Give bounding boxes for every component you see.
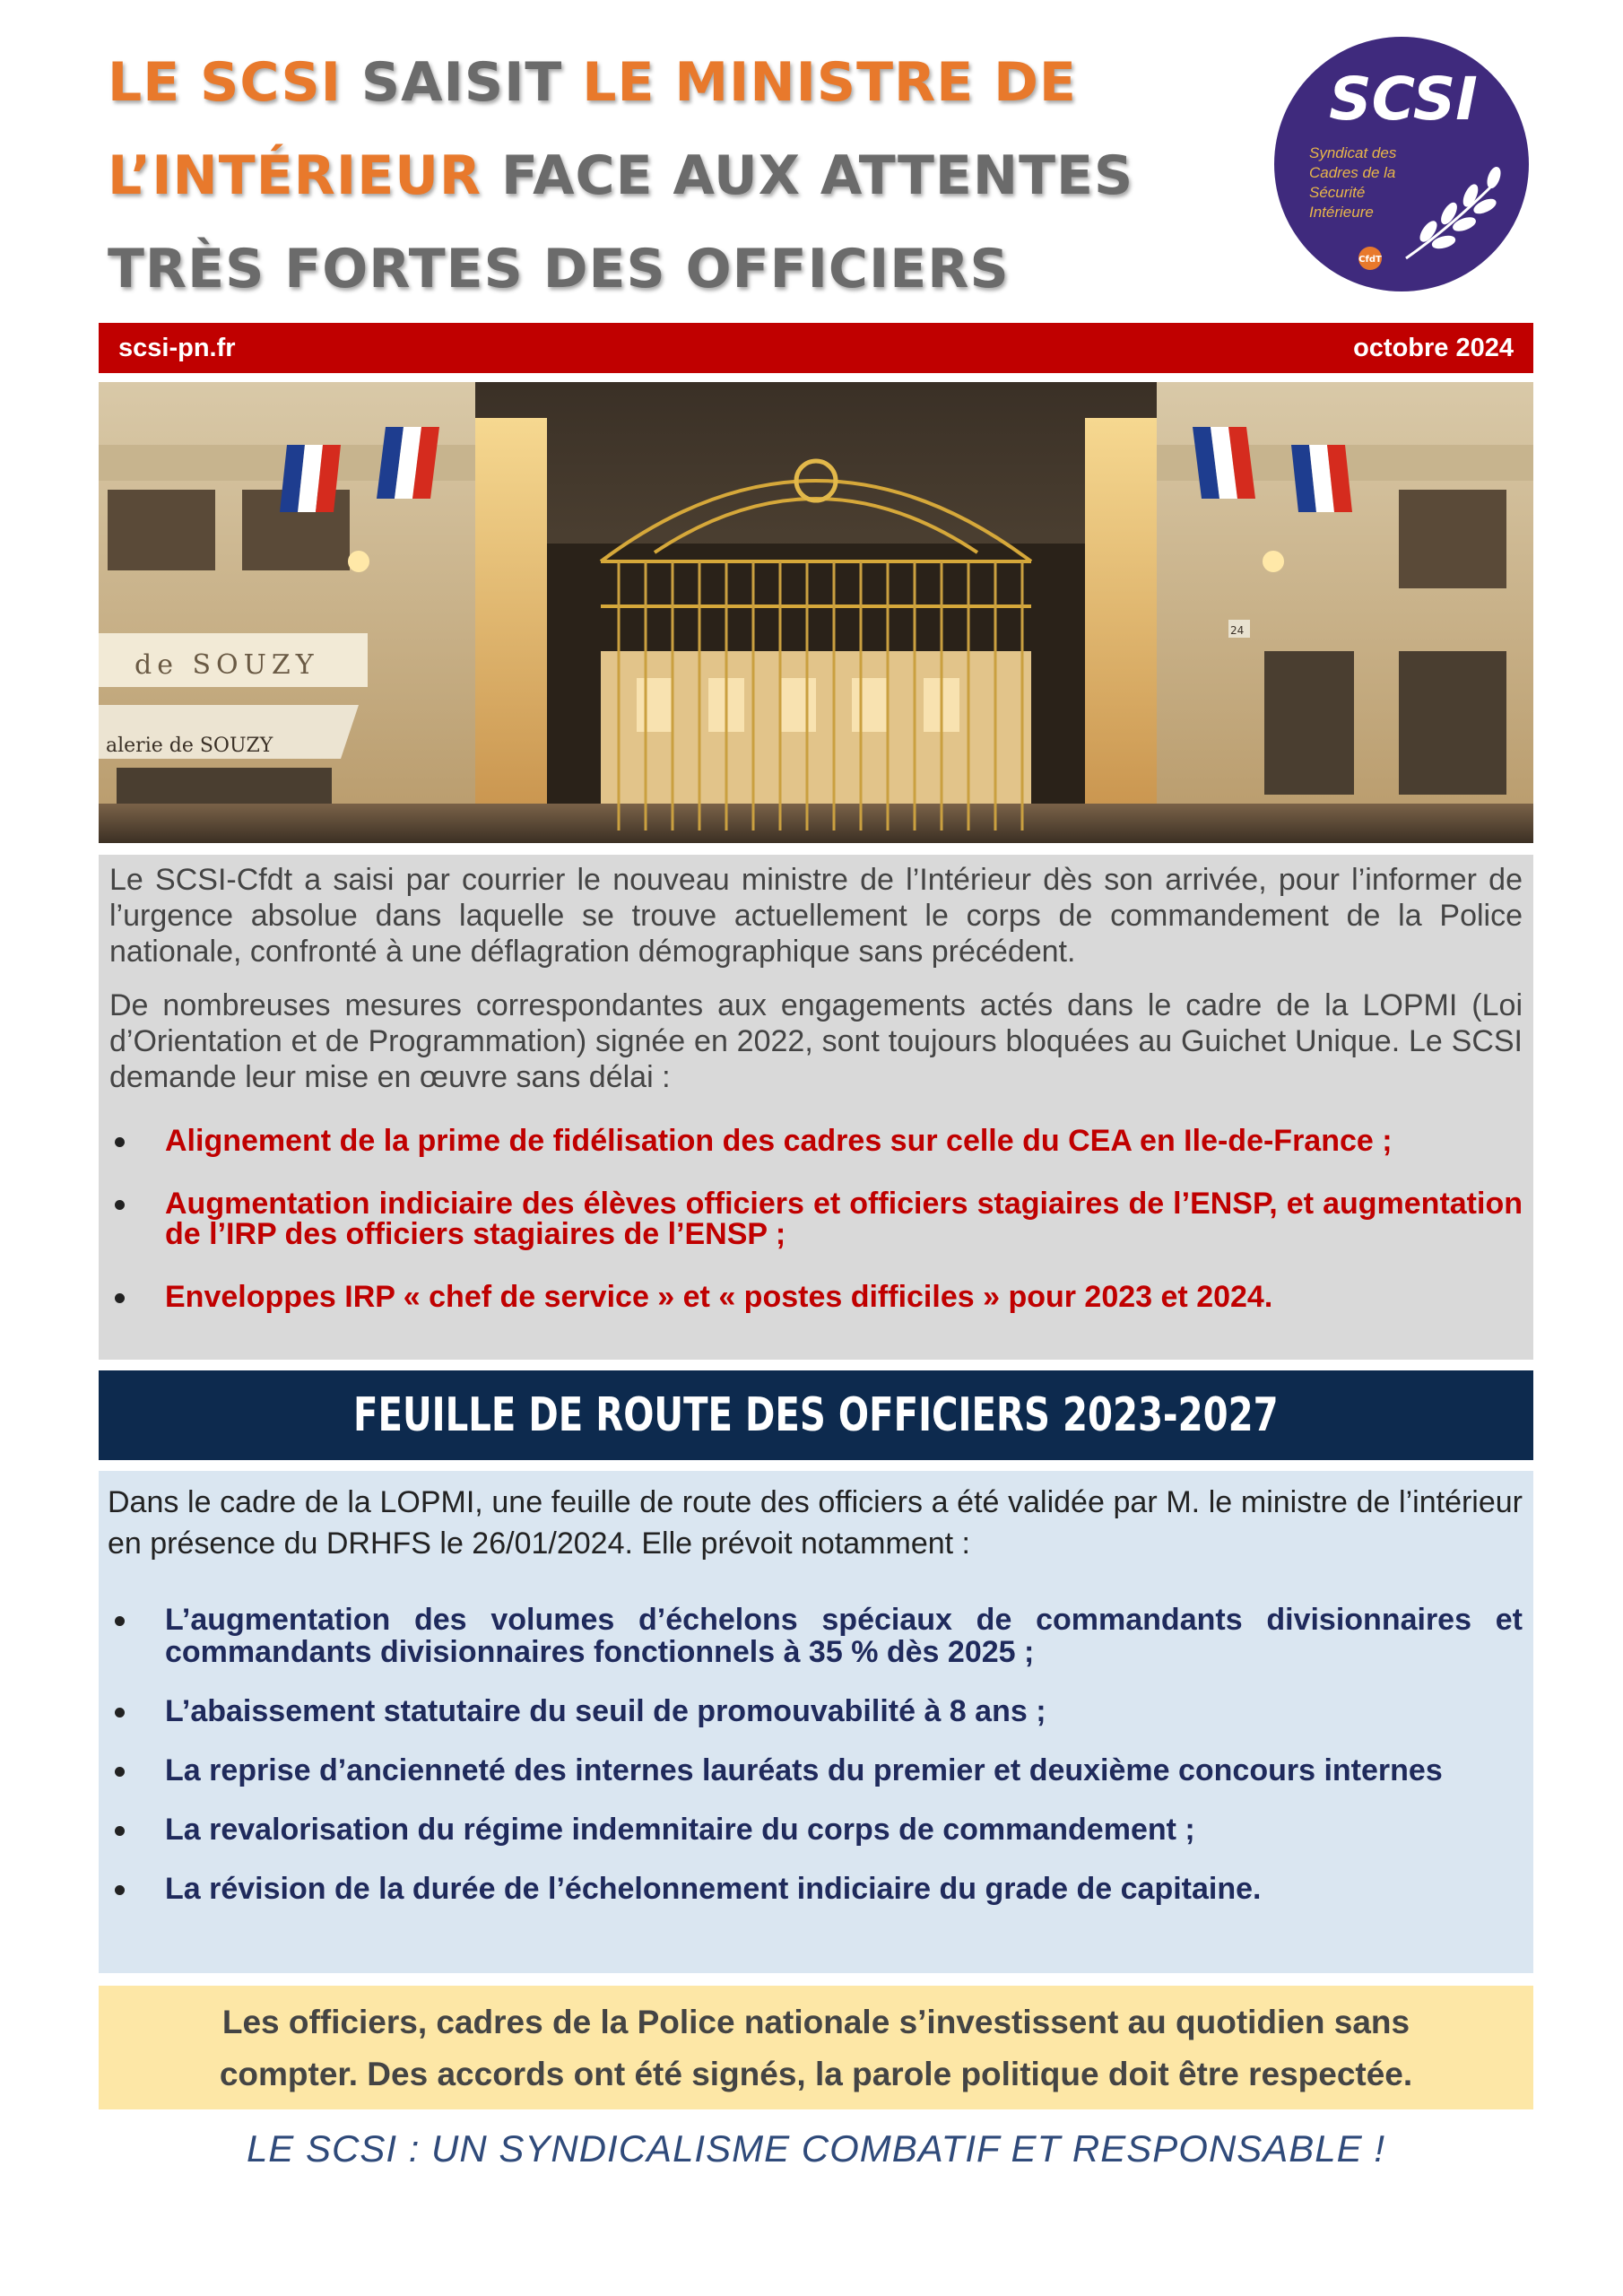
- roadmap-heading-bar: [99, 1370, 1533, 1460]
- list-item: La reprise d’ancienneté des internes lauréats du premier et deuxième concours internes: [108, 1754, 1523, 1787]
- ministry-gate-photo: [99, 382, 1533, 843]
- intro-paragraph-2: De nombreuses mesures correspondantes aux engagements actés dans le cadre de la LOPMI (Loi d’Orientation et de Programmation) signée en 2022, sont toujours bloquées au Guichet Unique. Le SCSI demande leur mise en œuvre sans délai :: [109, 988, 1523, 1094]
- title-line-2: L’INTÉRIEUR FACE AUX ATTENTES: [108, 144, 1134, 207]
- demands-list: [109, 1126, 1523, 1312]
- logo-acronym: SCSI: [1329, 65, 1478, 134]
- page-title: [108, 36, 1202, 316]
- intro-paragraph-1: Le SCSI-Cfdt a saisi par courrier le nouveau ministre de l’Intérieur dès son arrivée, pour l’informer de l’urgence absolue dans laquelle se trouve actuellement le corps de commandement de la Police nationale, confronté à une déflagration démographique sans précédent.: [109, 863, 1523, 969]
- list-item: Alignement de la prime de fidélisation des cadres sur celle du CEA en Ile-de-France ;: [109, 1126, 1523, 1156]
- list-item: Augmentation indiciaire des élèves officiers et officiers stagiaires de l’ENSP, et augmentation de l’IRP des officiers stagiaires de l’ENSP ;: [109, 1188, 1523, 1249]
- callout-line-1: Les officiers, cadres de la Police nationale s’investissent au quotidien sans: [221, 2004, 1410, 2040]
- site-url: scsi-pn.fr: [118, 333, 236, 362]
- roadmap-paragraph: Dans le cadre de la LOPMI, une feuille de route des officiers a été validée par M. le ministre de l’intérieur en présence du DRHFS le 26/01/2024. Elle prévoit notamment :: [108, 1485, 1523, 1561]
- callout-box: [99, 1986, 1533, 2109]
- title-line-3: TRÈS FORTES DES OFFICIERS: [108, 238, 1010, 300]
- roadmap-section: [99, 1471, 1533, 1973]
- street-number: 24: [1230, 624, 1245, 637]
- list-item: La revalorisation du régime indemnitaire du corps de commandement ;: [108, 1813, 1523, 1846]
- cfdt-badge-text: CfdT: [1358, 255, 1382, 265]
- list-item: La révision de la durée de l’échelonnement indiciaire du grade de capitaine.: [108, 1873, 1523, 1905]
- logo-line-4: Intérieure: [1309, 204, 1374, 221]
- shop-sign-lower: alerie de SOUZY: [106, 735, 273, 757]
- list-item: L’augmentation des volumes d’échelons spéciaux de commandants divisionnaires et commandants divisionnaires fonctionnels à 35 % dès 2025 ;: [108, 1604, 1523, 1668]
- callout-line-2: compter. Des accords ont été signés, la parole politique doit être respectée.: [219, 2056, 1413, 2092]
- header-bar: [99, 323, 1533, 373]
- list-item: L’abaissement statutaire du seuil de promouvabilité à 8 ans ;: [108, 1695, 1523, 1727]
- title-line-1: LE SCSI SAISIT LE MINISTRE DE: [108, 51, 1077, 114]
- intro-section: [99, 855, 1533, 1360]
- slogan: LE SCSI : UN SYNDICALISME COMBATIF ET RESPONSABLE !: [246, 2127, 1386, 2170]
- logo-line-3: Sécurité: [1309, 184, 1366, 201]
- logo-line-2: Cadres de la: [1309, 164, 1396, 181]
- shop-sign-upper: de SOUZY: [135, 649, 319, 681]
- roadmap-heading: FEUILLE DE ROUTE DES OFFICIERS 2023-2027: [353, 1388, 1279, 1442]
- logo-line-1: Syndicat des: [1309, 144, 1397, 161]
- scsi-logo: [1271, 34, 1532, 294]
- issue-date: octobre 2024: [1353, 333, 1514, 362]
- list-item: Enveloppes IRP « chef de service » et « postes difficiles » pour 2023 et 2024.: [109, 1282, 1523, 1312]
- photo-illustration: [99, 382, 1533, 843]
- roadmap-list: [108, 1604, 1523, 1905]
